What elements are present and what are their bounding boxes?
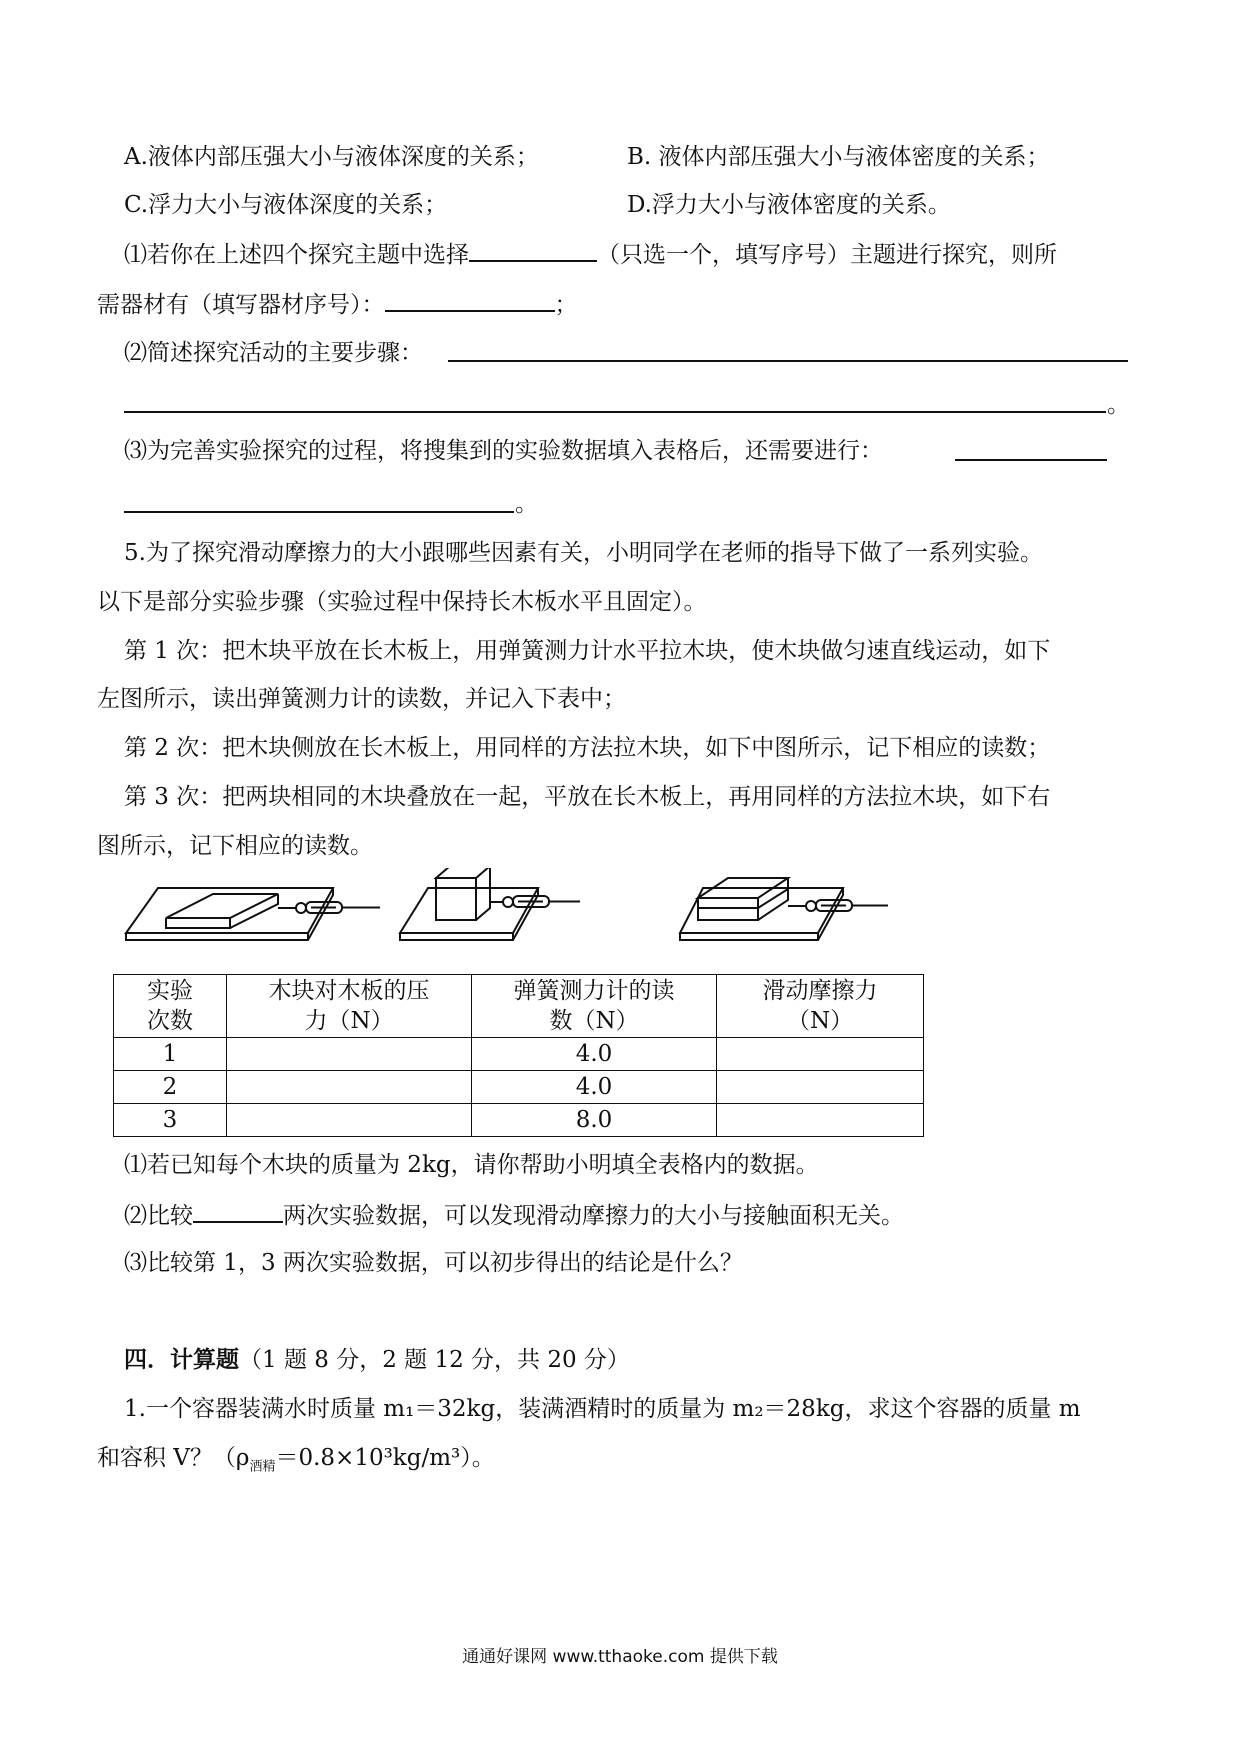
cell-pressure-input[interactable]	[227, 1071, 472, 1104]
q5-sub2-text-b: 两次实验数据，可以发现滑动摩擦力的大小与接触面积无关。	[283, 1203, 904, 1229]
option-d: D.浮力大小与液体密度的关系。	[627, 192, 951, 218]
cell-trial: 1	[114, 1038, 227, 1071]
experiment-table	[113, 974, 924, 1137]
q4-part2-line	[124, 338, 423, 368]
table-header-row	[114, 975, 924, 1038]
q5-step1-line1: 第 1 次：把木块平放在长木板上，用弹簧测力计水平拉木块，使木块做匀速直线运动，如下	[124, 638, 1051, 664]
table-row	[114, 1038, 924, 1071]
q4-part2-text: ⑵简述探究活动的主要步骤：	[124, 340, 423, 366]
q4-part3-end: 。	[515, 491, 538, 517]
q5-step2: 第 2 次：把木块侧放在长木板上，用同样的方法拉木块，如下中图所示，记下相应的读数；	[124, 735, 1051, 761]
q5-step1-line2: 左图所示，读出弹簧测力计的读数，并记入下表中；	[97, 686, 626, 712]
section4-heading	[124, 1345, 630, 1375]
cell-pressure-input[interactable]	[227, 1038, 472, 1071]
q4-part3-line	[124, 436, 883, 466]
cell-spring-reading: 4.0	[472, 1071, 717, 1104]
q4-part1-text-c: 需器材有（填写器材序号）：	[97, 292, 385, 318]
calc-q1-text-c: ＝0.8×10³kg/m³）。	[275, 1445, 495, 1471]
q5-intro-line2: 以下是部分实验步骤（实验过程中保持长木板水平且固定）。	[97, 589, 707, 615]
cell-pressure-input[interactable]	[227, 1104, 472, 1137]
answer-line[interactable]	[124, 411, 1106, 413]
calc-q1-line1: 1.一个容器装满水时质量 m₁＝32kg，装满酒精时的质量为 m₂＝28kg，求这个容器的质量 m	[124, 1396, 1081, 1422]
answer-blank[interactable]	[469, 238, 597, 262]
q5-sub2-text-a: ⑵比较	[124, 1203, 193, 1229]
q5-step3-line2: 图所示，记下相应的读数。	[97, 833, 373, 859]
cell-friction-input[interactable]	[717, 1071, 924, 1104]
q4-part1-text-b: （只选一个，填写序号）主题进行探究，则所	[597, 242, 1057, 268]
header-trial-number: 实验 次数	[114, 975, 227, 1038]
q5-sub2	[124, 1199, 904, 1231]
q4-part1-line1	[124, 238, 1057, 270]
cell-friction-input[interactable]	[717, 1104, 924, 1137]
q4-part2-end: 。	[1107, 392, 1130, 418]
header-spring-reading: 弹簧测力计的读 数（N）	[472, 975, 717, 1038]
footer-source: 通通好课网 www.tthaoke.com 提供下载	[462, 1647, 778, 1667]
table-row	[114, 1104, 924, 1137]
section4-title: 四．计算题	[124, 1347, 239, 1373]
cell-trial: 2	[114, 1071, 227, 1104]
cell-trial: 3	[114, 1104, 227, 1137]
q5-intro-line1: 5.为了探究滑动摩擦力的大小跟哪些因素有关，小明同学在老师的指导下做了一系列实验。	[124, 540, 1043, 566]
experiment-figures	[118, 868, 1098, 963]
calc-q1-line2	[97, 1443, 495, 1483]
option-a: A.液体内部压强大小与液体深度的关系；	[124, 144, 539, 170]
q4-part1-text-d: ；	[554, 292, 578, 318]
header-friction: 滑动摩擦力 （N）	[717, 975, 924, 1038]
q4-part1-line2	[97, 288, 578, 320]
header-pressure: 木块对木板的压 力（N）	[227, 975, 472, 1038]
q4-part1-text: ⑴若你在上述四个探究主题中选择	[124, 242, 469, 268]
calc-q1-subscript: 酒精	[249, 1459, 276, 1475]
q5-sub1: ⑴若已知每个木块的质量为 2kg，请你帮助小明填全表格内的数据。	[124, 1152, 819, 1178]
figure-middle-side-block	[400, 868, 580, 940]
q4-part3-text: ⑶为完善实验探究的过程，将搜集到的实验数据填入表格后，还需要进行：	[124, 438, 883, 464]
cell-friction-input[interactable]	[717, 1038, 924, 1071]
answer-line[interactable]	[955, 459, 1107, 461]
answer-line[interactable]	[124, 511, 514, 513]
q5-step3-line1: 第 3 次：把两块相同的木块叠放在一起，平放在长木板上，再用同样的方法拉木块，如下右	[124, 784, 1051, 810]
figure-right-stacked-blocks	[680, 878, 888, 940]
figure-left-flat-block	[126, 888, 380, 940]
table-row	[114, 1071, 924, 1104]
q5-sub3: ⑶比较第 1，3 两次实验数据，可以初步得出的结论是什么？	[124, 1250, 743, 1276]
answer-line[interactable]	[448, 360, 1128, 362]
calc-q1-text-a: 和容积 V？（ρ	[97, 1445, 250, 1471]
cell-spring-reading: 8.0	[472, 1104, 717, 1137]
answer-blank[interactable]	[385, 288, 555, 312]
option-b: B. 液体内部压强大小与液体密度的关系；	[627, 144, 1050, 170]
cell-spring-reading: 4.0	[472, 1038, 717, 1071]
option-c: C.浮力大小与液体深度的关系；	[124, 192, 448, 218]
answer-blank[interactable]	[193, 1199, 283, 1223]
section4-score: （1 题 8 分，2 题 12 分，共 20 分）	[239, 1347, 630, 1373]
